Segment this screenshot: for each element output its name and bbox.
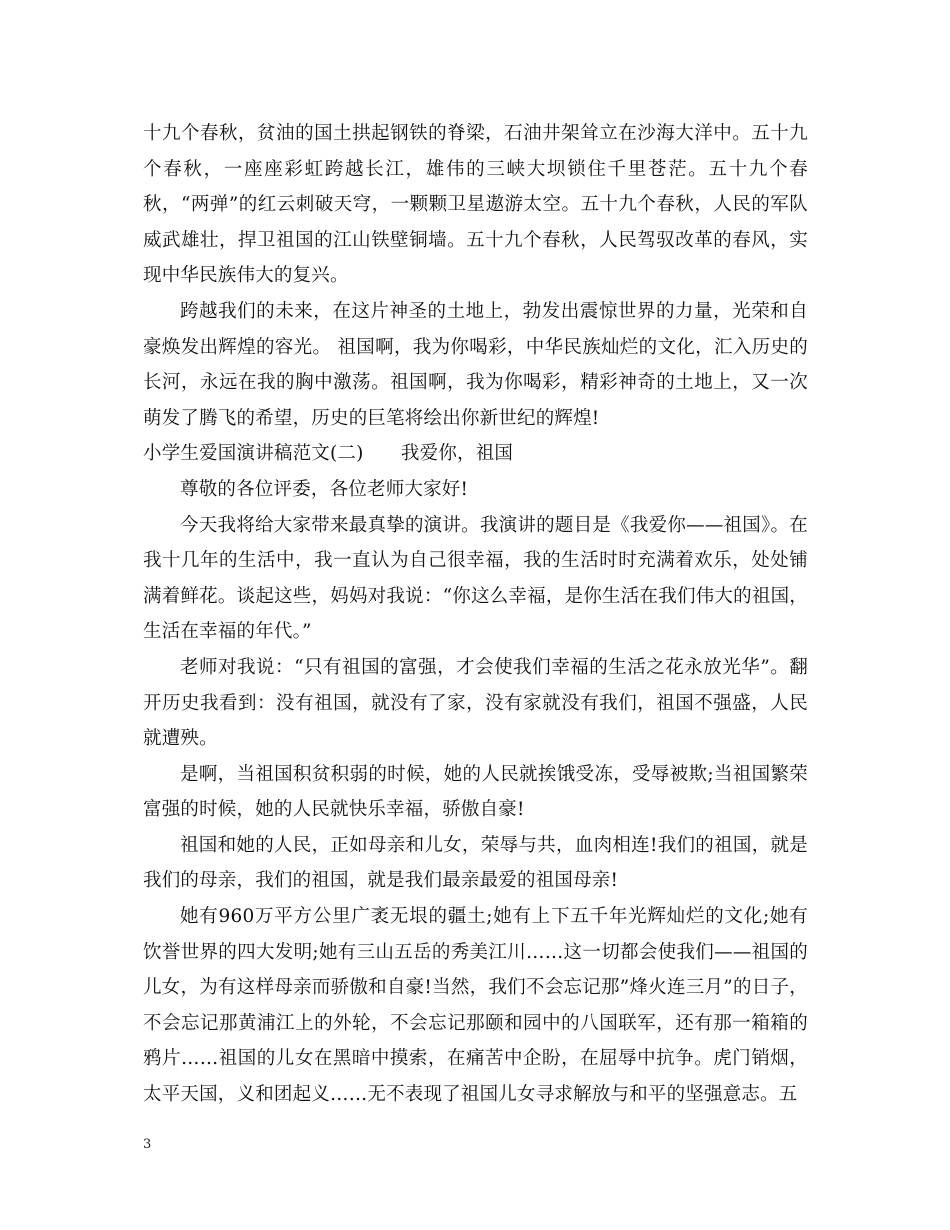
paragraph-greeting: 尊敬的各位评委，各位老师大家好! xyxy=(180,478,469,500)
paragraph-5: 是啊，当祖国积贫积弱的时候，她的人民就挨饿受冻，受辱被欺;当祖国繁荣富强的时候，她的人民就快乐幸福，骄傲自豪! xyxy=(143,763,808,821)
paragraph-6: 祖国和她的人民，正如母亲和儿女，荣辱与共，血肉相连!我们的祖国，就是我们的母亲，我们的祖国，就是我们最亲最爱的祖国母亲! xyxy=(143,834,808,892)
paragraph-7: 她有960万平方公里广袤无垠的疆土;她有上下五千年光辉灿烂的文化;她有饮誉世界的四大发明;她有三山五岳的秀美江川……这一切都会使我们——祖国的儿女，为有这样母亲而骄傲和自豪!当然，我们不会忘记那”烽火连三月”的日子，不会忘记那黄浦江上的外轮，不会忘记那颐和园中的八国联军，还有那一箱箱的鸦片……祖国的儿女在黑暗中摸索，在痛苦中企盼，在屈辱中抗争。虎门销烟，太平天国，义和团起义……无不表现了祖国儿女寻求解放与和平的坚强意志。五 xyxy=(143,906,808,1106)
document-body xyxy=(143,116,808,1113)
section-heading: 小学生爱国演讲稿范文(二) 我爱你，祖国 xyxy=(143,443,514,465)
paragraph-2: 跨越我们的未来，在这片神圣的土地上，勃发出震惊世界的力量，光荣和自豪焕发出辉煌的容光。 祖国啊，我为你喝彩，中华民族灿烂的文化，汇入历史的长河，永远在我的胸中激荡。祖国啊，我为你喝彩，精彩神奇的土地上，又一次萌发了腾飞的希望，历史的巨笔将绘出你新世纪的辉煌! xyxy=(143,300,808,429)
paragraph-1: 十九个春秋，贫油的国土拱起钢铁的脊梁，石油井架耸立在沙海大洋中。五十九个春秋，一座座彩虹跨越长江，雄伟的三峡大坝锁住千里苍茫。五十九个春秋，“两弹”的红云刺破天穹，一颗颗卫星遨游太空。五十九个春秋，人民的军队威武雄壮，捍卫祖国的江山铁壁铜墙。五十九个春秋，人民驾驭改革的春风，实现中华民族伟大的复兴。 xyxy=(143,123,808,287)
paragraph-4: 老师对我说：“只有祖国的富强，才会使我们幸福的生活之花永放光华”。翻开历史我看到：没有祖国，就没有了家，没有家就没有我们，祖国不强盛，人民就遭殃。 xyxy=(143,656,808,750)
page-number: 3 xyxy=(143,1137,152,1152)
paragraph-3: 今天我将给大家带来最真挚的演讲。我演讲的题目是《我爱你——祖国》。在我十几年的生活中，我一直认为自己很幸福，我的生活时时充满着欢乐，处处铺满着鲜花。谈起这些，妈妈对我说：“你这么幸福，是你生活在我们伟大的祖国，生活在幸福的年代。” xyxy=(143,514,808,643)
